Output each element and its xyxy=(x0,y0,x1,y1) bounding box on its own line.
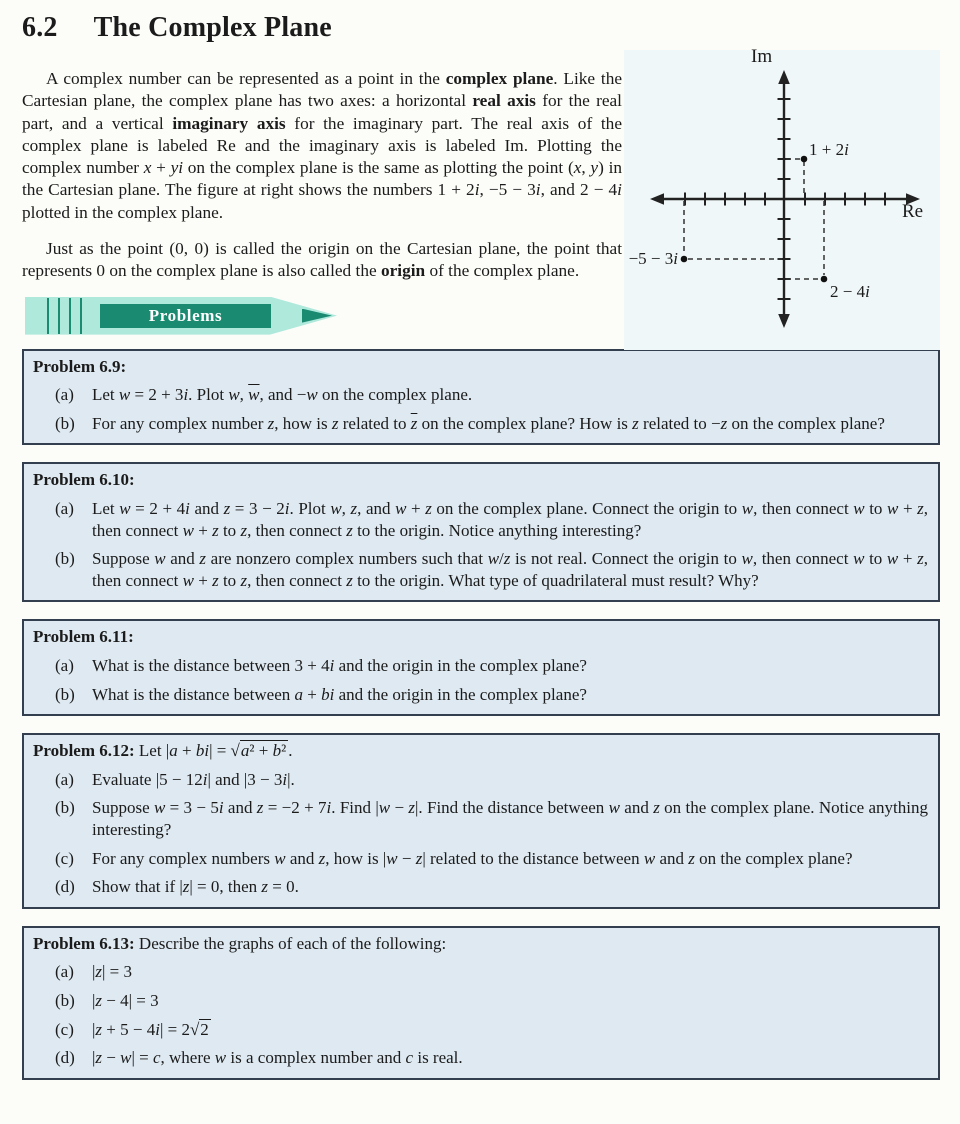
dashed-guides xyxy=(684,159,824,279)
part-text: For any complex number z, how is z related to $\overline{z}$ on the complex plane? How is z related to −z on the complex plane? xyxy=(92,413,885,433)
problem-part xyxy=(33,769,928,791)
part-tag: (a) xyxy=(55,656,74,676)
part-text: What is the distance between 3 + 4i and the origin in the complex plane? xyxy=(92,656,587,676)
part-tag: (b) xyxy=(55,798,75,818)
pencil-stripes xyxy=(38,298,86,334)
part-tag: (a) xyxy=(55,769,74,789)
re-axis-label: Re xyxy=(902,201,924,222)
problem-box-6-9 xyxy=(22,349,940,446)
point-label-2-minus-4i: 2 − 4i xyxy=(830,282,870,301)
problem-part xyxy=(33,548,928,591)
part-tag: (a) xyxy=(55,499,74,519)
part-text: For any complex numbers w and z, how is |w − z| related to the distance between w and z on the complex plane? xyxy=(92,848,853,868)
problem-part xyxy=(33,684,928,706)
part-tag: (b) xyxy=(55,413,75,433)
problem-part xyxy=(33,384,928,406)
part-text: Suppose w and z are nonzero complex numbers such that w/z is not real. Connect the origin to w, then connect w to w + z, then connect w + z to z, then connect z to the origin. What type of quadrilateral must result? Why? xyxy=(92,549,928,590)
problem-part xyxy=(33,876,928,898)
part-tag: (d) xyxy=(55,1048,75,1068)
part-text: |z + 5 − 4i| = 2√2 xyxy=(92,1019,209,1039)
part-text: Let w = 2 + 3i. Plot w, $\overline{w}$, and −w on the complex plane. xyxy=(92,385,473,405)
intro-text xyxy=(22,68,622,283)
problem-box-6-10 xyxy=(22,462,940,602)
problem-intro: Let |a + bi| = √a² + b² . xyxy=(138,741,293,761)
problem-part xyxy=(33,961,928,983)
complex-plane-figure xyxy=(624,46,940,350)
problem-part xyxy=(33,1019,928,1041)
problem-part xyxy=(33,498,928,541)
problem-part xyxy=(33,1047,928,1069)
intro-paragraph-2: Just as the point (0, 0) is called the origin on the Cartesian plane, the point that represents 0 on the complex plane is also called the origin of the complex plane. xyxy=(22,239,622,281)
problem-label: Problem 6.10: xyxy=(33,470,135,490)
part-tag: (a) xyxy=(55,385,74,405)
part-text: |z − w| = c, where w is a complex number and c is real. xyxy=(92,1048,463,1068)
part-text: Let w = 2 + 4i and z = 3 − 2i. Plot w, z, and w + z on the complex plane. Connect the origin to w, then connect w to w + z, then connect w + z to z, then connect z to the origin. Notice anything interesting? xyxy=(92,499,928,540)
part-tag: (b) xyxy=(55,684,75,704)
problem-label: Problem 6.9: xyxy=(33,356,127,376)
point-minus5-minus-3i xyxy=(681,256,688,263)
section-title: The Complex Plane xyxy=(93,12,332,43)
problem-box-6-13 xyxy=(22,926,940,1080)
section-number: 6.2 xyxy=(22,12,58,43)
part-tag: (d) xyxy=(55,877,75,897)
problem-intro: Describe the graphs of each of the following: xyxy=(138,933,447,953)
problems-banner-label: Problems xyxy=(100,304,271,328)
problem-label: Problem 6.12: xyxy=(33,741,135,761)
part-text: Show that if |z| = 0, then z = 0. xyxy=(92,877,299,897)
section-heading xyxy=(22,12,940,44)
problems-banner xyxy=(25,297,337,335)
point-1-plus-2i xyxy=(801,156,808,163)
problem-part xyxy=(33,655,928,677)
problem-part xyxy=(33,413,928,435)
problem-part xyxy=(33,848,928,870)
complex-plane-axes xyxy=(624,50,940,350)
problem-label: Problem 6.13: xyxy=(33,933,135,953)
point-2-minus-4i xyxy=(821,276,828,283)
plotted-points xyxy=(681,156,828,283)
problem-box-6-12 xyxy=(22,733,940,909)
problem-part xyxy=(33,990,928,1012)
point-label-minus5-minus-3i: −5 − 3i xyxy=(628,249,678,268)
part-tag: (b) xyxy=(55,990,75,1010)
part-text: Suppose w = 3 − 5i and z = −2 + 7i. Find |w − z|. Find the distance between w and z on the complex plane. Notice anything interesting? xyxy=(92,798,929,839)
im-axis-label: Im xyxy=(751,46,773,67)
part-tag: (a) xyxy=(55,962,74,982)
part-text: What is the distance between a + bi and the origin in the complex plane? xyxy=(92,684,587,704)
part-text: Evaluate |5 − 12i| and |3 − 3i|. xyxy=(92,769,295,789)
part-tag: (b) xyxy=(55,549,75,569)
problem-label: Problem 6.11: xyxy=(33,627,134,647)
intro-paragraph-1: A complex number can be represented as a point in the complex plane. Like the Cartesian plane, the complex plane has two axes: a horizontal real axis for the real part, and a vertical imaginary axis for the imaginary part. The real axis of the complex plane is labeled Re and the imaginary axis is labeled Im. Plotting the complex number x + yi on the complex plane is the same as plotting the point (x, y) in the Cartesian plane. The figure at right shows the numbers 1 + 2i, −5 − 3i, and 2 − 4i plotted in the complex plane. xyxy=(22,69,623,222)
point-label-1-plus-2i: 1 + 2i xyxy=(809,140,849,159)
problem-part xyxy=(33,797,928,840)
part-tag: (c) xyxy=(55,848,74,868)
part-text: |z| = 3 xyxy=(92,962,133,982)
part-tag: (c) xyxy=(55,1019,74,1039)
part-text: |z − 4| = 3 xyxy=(92,990,159,1010)
problem-box-6-11 xyxy=(22,619,940,716)
